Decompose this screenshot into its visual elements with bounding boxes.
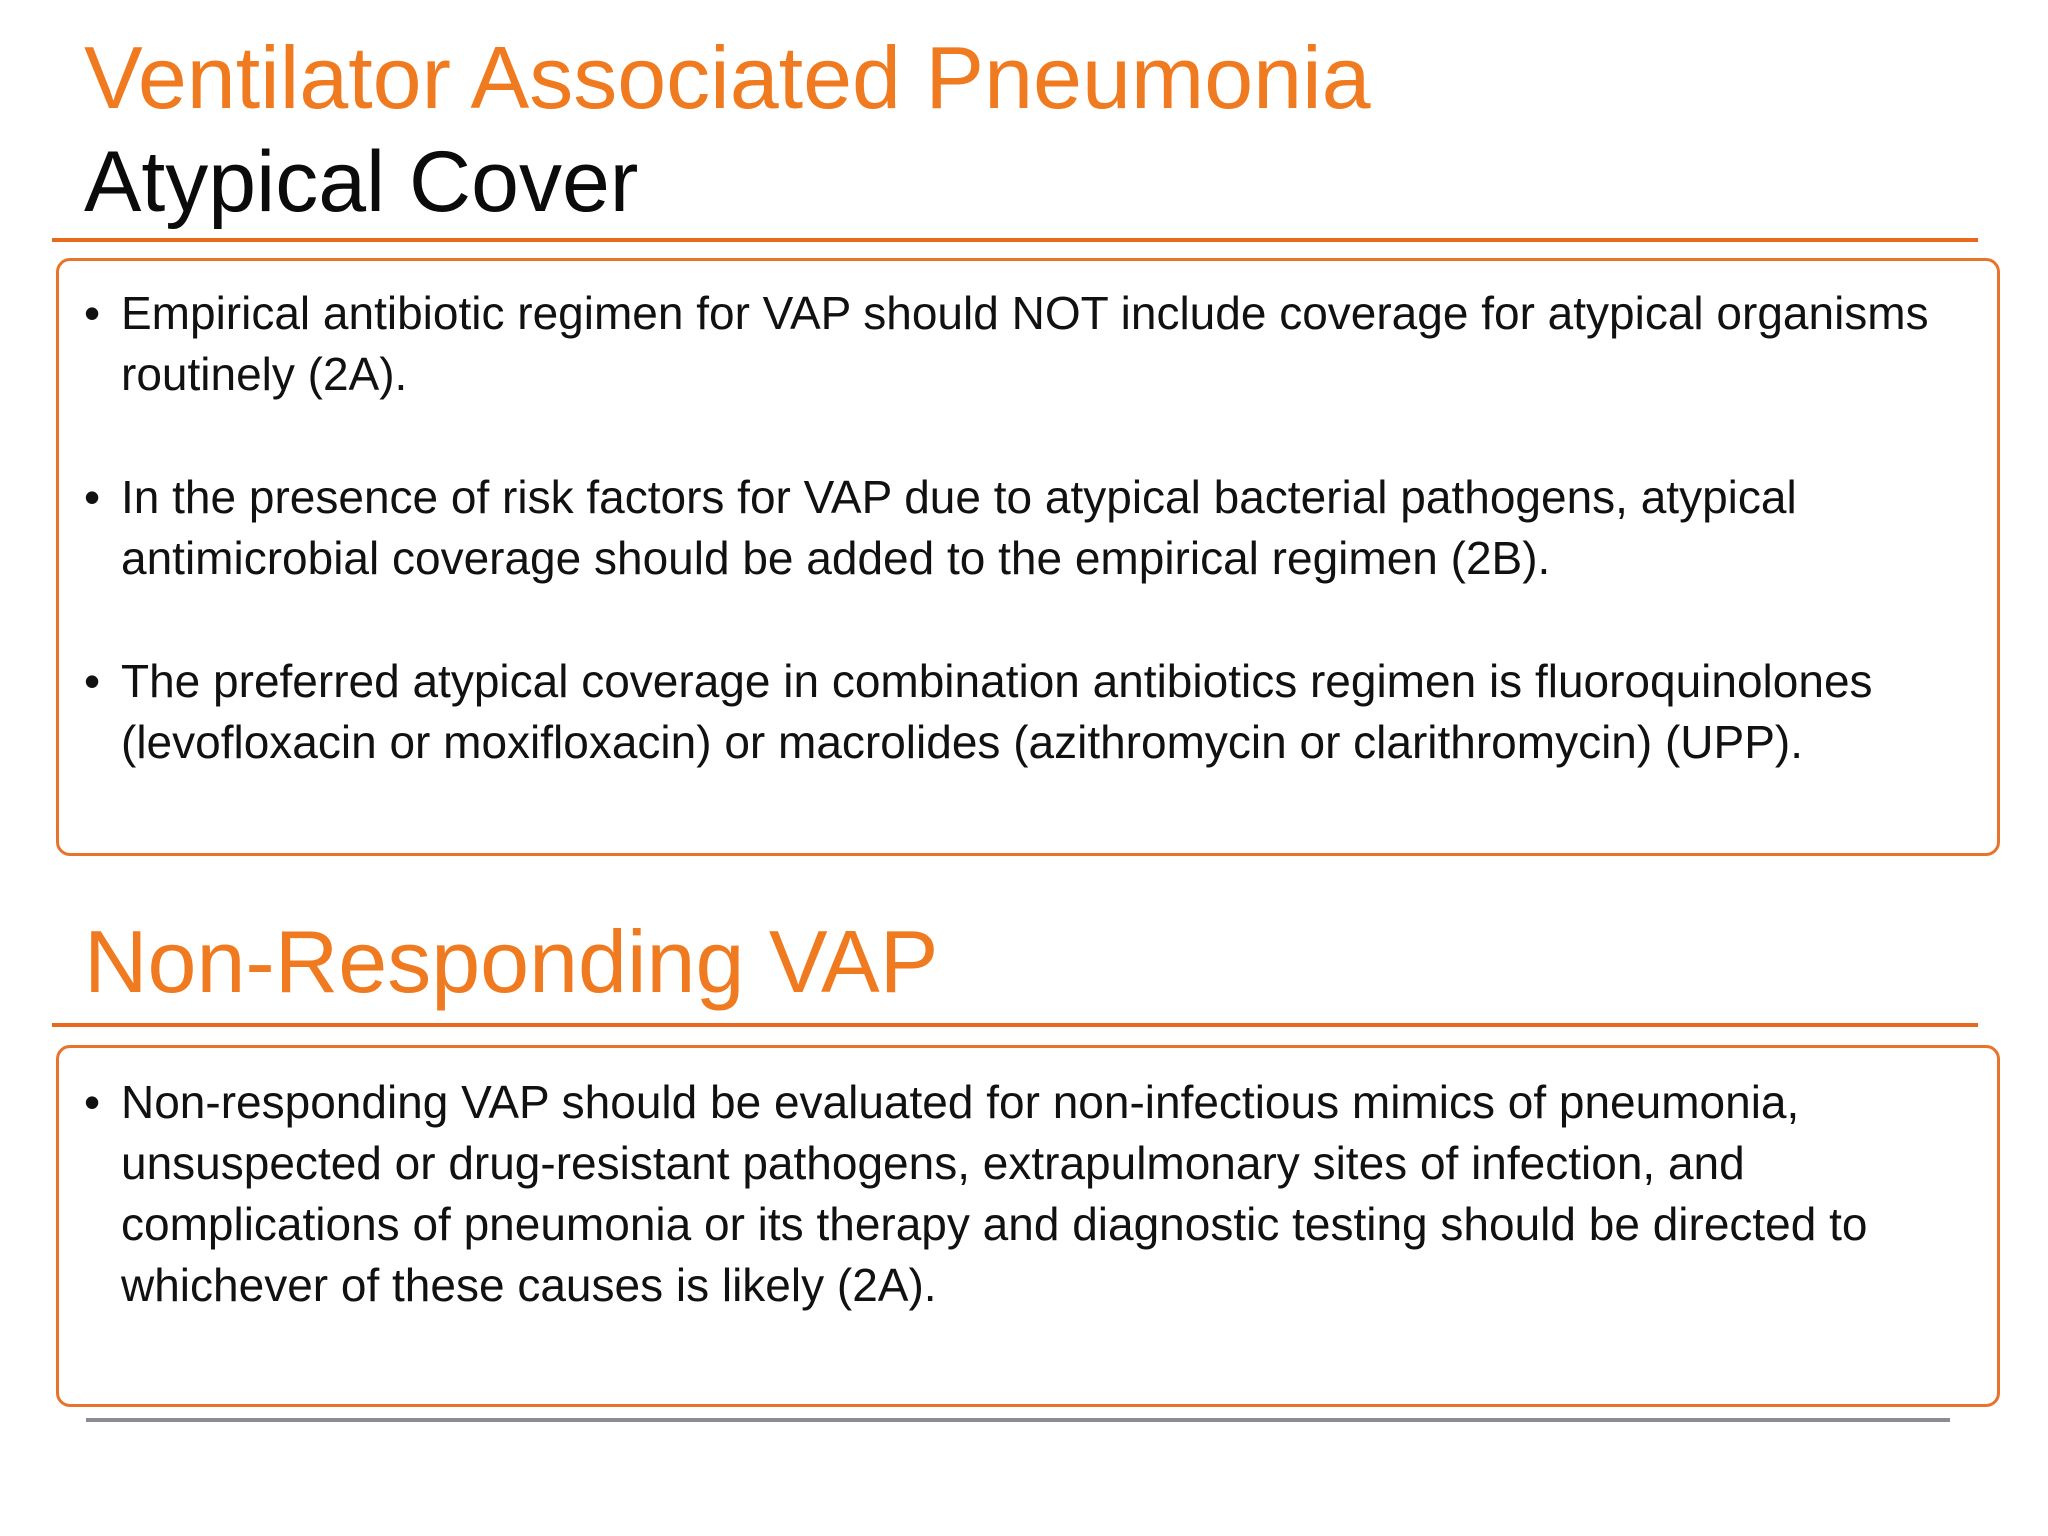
- bullet-icon: •: [83, 287, 101, 339]
- slide-subtitle: Atypical Cover: [84, 134, 639, 230]
- atypical-cover-list: [77, 283, 1967, 773]
- bullet-icon: •: [83, 471, 101, 523]
- bullet-text: In the presence of risk factors for VAP due to atypical bacterial pathogens, atypical antimicrobial coverage should be added to the empirical regimen (2B).: [121, 471, 1797, 584]
- list-item: [77, 467, 1967, 589]
- bullet-text: The preferred atypical coverage in combination antibiotics regimen is fluoroquinolones (levofloxacin or moxifloxacin) or macrolides (azithromycin or clarithromycin) (UPP).: [121, 655, 1873, 768]
- slide-title: Ventilator Associated Pneumonia: [84, 28, 1371, 127]
- section-title-non-responding: Non-Responding VAP: [84, 912, 939, 1011]
- bullet-text: Non-responding VAP should be evaluated for non-infectious mimics of pneumonia, unsuspected or drug-resistant pathogens, extrapulmonary sites of infection, and complications of pneumonia or its therapy and diagnostic testing should be directed to whichever of these causes is likely (2A).: [121, 1076, 1868, 1311]
- atypical-cover-box: [56, 258, 2000, 856]
- non-responding-list: [77, 1072, 1967, 1316]
- title-divider: [52, 238, 1978, 242]
- list-item: [77, 651, 1967, 773]
- bullet-icon: •: [83, 1076, 101, 1128]
- list-item: [77, 1072, 1967, 1316]
- non-responding-box: [56, 1045, 2000, 1407]
- footer-divider: [86, 1418, 1950, 1422]
- bullet-icon: •: [83, 655, 101, 707]
- section-divider: [52, 1023, 1978, 1027]
- list-item: [77, 283, 1967, 405]
- bullet-text: Empirical antibiotic regimen for VAP should NOT include coverage for atypical organisms routinely (2A).: [121, 287, 1929, 400]
